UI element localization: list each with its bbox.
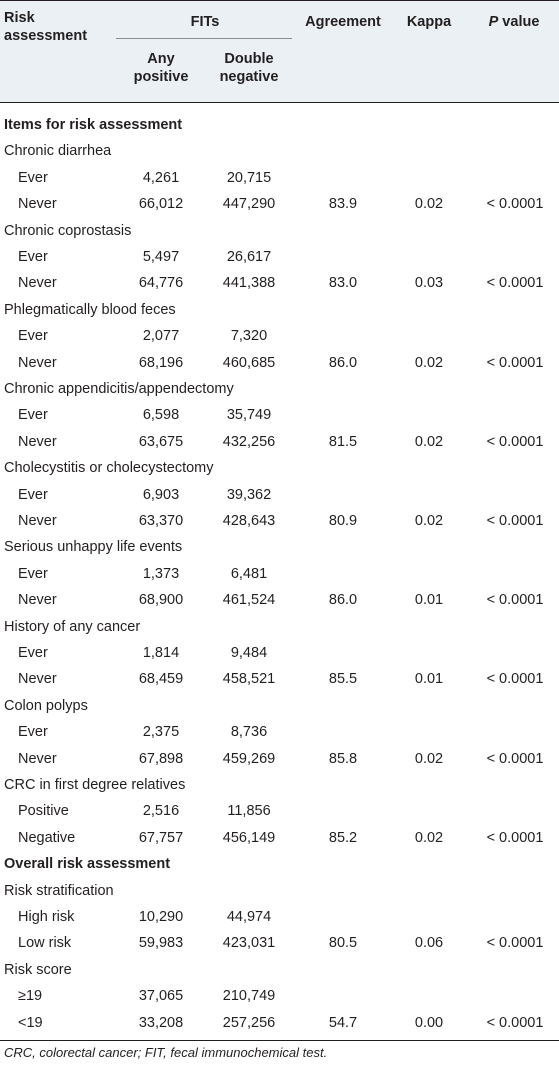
cell-double-negative: 459,269 (222, 750, 276, 767)
group-label: Chronic coprostasis (4, 222, 132, 239)
cell-kappa: 0.06 (414, 935, 444, 952)
row-label: Never (18, 196, 57, 213)
header-agreement: Agreement (305, 14, 381, 30)
cell-any-positive: 63,675 (138, 433, 184, 450)
cell-kappa: 0.02 (414, 196, 444, 213)
row-label: Never (18, 275, 57, 292)
table-row (0, 561, 559, 587)
table-row (0, 587, 559, 613)
cell-double-negative: 9,484 (230, 645, 268, 661)
table-row (0, 350, 559, 376)
cell-double-negative: 456,149 (222, 829, 276, 846)
cell-any-positive: 64,776 (138, 275, 184, 292)
table-row (0, 719, 559, 745)
header-kappa: Kappa (406, 14, 452, 30)
group-row (0, 957, 559, 983)
row-label: Never (18, 592, 57, 609)
table-row (0, 270, 559, 296)
cell-agreement: 86.0 (328, 354, 358, 371)
group-label: Risk stratification (4, 882, 114, 899)
cell-agreement: 85.8 (328, 750, 358, 767)
cell-p-value: < 0.0001 (486, 592, 544, 609)
section-row (0, 112, 559, 138)
cell-any-positive: 33,208 (138, 1014, 184, 1031)
cell-any-positive: 68,196 (138, 354, 184, 371)
cell-any-positive: 67,757 (138, 829, 184, 846)
cell-double-negative: 441,388 (222, 275, 276, 292)
header-fits-group: FITs (190, 14, 220, 30)
section-label: Items for risk assessment (4, 117, 183, 133)
cell-any-positive: 37,065 (138, 988, 184, 1005)
group-label: Serious unhappy life events (4, 539, 183, 556)
header-p-value (472, 13, 556, 31)
table-row (0, 1010, 559, 1036)
cell-any-positive: 5,497 (142, 249, 180, 265)
cell-double-negative: 6,481 (230, 565, 268, 582)
group-row (0, 297, 559, 323)
row-label: Positive (18, 803, 69, 820)
section-row (0, 851, 559, 877)
header-risk-assessment: Risk assessment (4, 10, 88, 44)
row-label: Ever (18, 328, 48, 345)
group-label: Phlegmatically blood feces (4, 301, 176, 318)
cell-double-negative: 26,617 (226, 249, 272, 265)
row-label: High risk (18, 909, 75, 925)
group-row (0, 534, 559, 560)
group-label: Chronic diarrhea (4, 143, 112, 160)
cell-kappa: 0.00 (414, 1014, 444, 1031)
cell-any-positive: 6,598 (142, 407, 180, 424)
cell-agreement: 54.7 (328, 1014, 358, 1031)
row-label: Ever (18, 724, 48, 741)
cell-double-negative: 44,974 (226, 909, 272, 925)
row-label: Ever (18, 565, 48, 582)
cell-any-positive: 1,373 (142, 565, 180, 582)
cell-agreement: 85.5 (328, 671, 358, 688)
cell-p-value: < 0.0001 (486, 354, 544, 371)
table-row (0, 930, 559, 956)
header-bottom-rule (0, 102, 559, 103)
cell-any-positive: 2,077 (142, 328, 180, 345)
group-label: Cholecystitis or cholecystectomy (4, 460, 214, 477)
cell-any-positive: 63,370 (138, 513, 184, 529)
cell-any-positive: 59,983 (138, 935, 184, 952)
cell-any-positive: 1,814 (142, 645, 180, 661)
cell-kappa: 0.01 (414, 592, 444, 609)
cell-any-positive: 2,375 (142, 724, 180, 741)
table-row (0, 402, 559, 428)
row-label: Ever (18, 407, 48, 424)
cell-double-negative: 423,031 (222, 935, 276, 952)
cell-p-value: < 0.0001 (486, 275, 544, 292)
group-row (0, 138, 559, 164)
cell-any-positive: 4,261 (142, 169, 180, 186)
cell-kappa: 0.03 (414, 275, 444, 292)
cell-kappa: 0.02 (414, 513, 444, 529)
cell-kappa: 0.01 (414, 671, 444, 688)
table-row (0, 323, 559, 349)
cell-agreement: 80.5 (328, 935, 358, 952)
group-row (0, 614, 559, 640)
row-label: Negative (18, 829, 76, 846)
group-label: Colon polyps (4, 697, 88, 714)
row-label: Never (18, 750, 57, 767)
cell-agreement: 83.0 (328, 275, 358, 292)
table-row (0, 165, 559, 191)
row-label: Low risk (18, 935, 72, 952)
table-row (0, 983, 559, 1009)
table-row (0, 904, 559, 930)
group-row (0, 693, 559, 719)
section-label: Overall risk assessment (4, 856, 171, 873)
cell-p-value: < 0.0001 (486, 1014, 544, 1031)
group-row (0, 218, 559, 244)
group-row (0, 376, 559, 402)
cell-p-value: < 0.0001 (486, 671, 544, 688)
cell-double-negative: 39,362 (226, 486, 272, 503)
cell-double-negative: 20,715 (226, 169, 272, 186)
cell-p-value: < 0.0001 (486, 829, 544, 846)
cell-p-value: < 0.0001 (486, 513, 544, 529)
table-row (0, 482, 559, 508)
group-label: History of any cancer (4, 618, 141, 635)
table-row (0, 798, 559, 824)
cell-double-negative: 428,643 (222, 513, 276, 529)
header-double-negative: Double negative (219, 51, 279, 85)
row-label: Never (18, 354, 57, 371)
cell-any-positive: 10,290 (138, 909, 184, 925)
cell-agreement: 83.9 (328, 196, 358, 213)
cell-double-negative: 210,749 (222, 988, 276, 1005)
cell-kappa: 0.02 (414, 750, 444, 767)
cell-kappa: 0.02 (414, 829, 444, 846)
cell-p-value: < 0.0001 (486, 196, 544, 213)
table-footnote: CRC, colorectal cancer; FIT, fecal immunochemical test. (4, 1045, 328, 1060)
cell-any-positive: 68,459 (138, 671, 184, 688)
row-label: <19 (18, 1014, 43, 1031)
cell-double-negative: 35,749 (226, 407, 272, 424)
group-label: Risk score (4, 961, 72, 978)
table-bottom-rule (0, 1040, 559, 1041)
row-label: Never (18, 513, 57, 529)
cell-agreement: 85.2 (328, 829, 358, 846)
cell-double-negative: 432,256 (222, 433, 276, 450)
cell-double-negative: 11,856 (227, 803, 271, 820)
cell-double-negative: 460,685 (222, 354, 276, 371)
cell-double-negative: 458,521 (222, 671, 276, 688)
cell-kappa: 0.02 (414, 354, 444, 371)
group-row (0, 878, 559, 904)
header-p-italic: P (488, 14, 499, 30)
group-row (0, 455, 559, 481)
cell-double-negative: 447,290 (222, 196, 276, 213)
cell-kappa: 0.02 (414, 433, 444, 450)
cell-agreement: 86.0 (328, 592, 358, 609)
table-row (0, 746, 559, 772)
cell-p-value: < 0.0001 (486, 433, 544, 450)
row-label: Ever (18, 645, 48, 661)
table-row (0, 508, 559, 534)
cell-any-positive: 67,898 (138, 750, 184, 767)
cell-any-positive: 68,900 (138, 592, 184, 609)
row-label: Ever (18, 249, 48, 265)
table-row (0, 429, 559, 455)
table-row (0, 640, 559, 666)
cell-p-value: < 0.0001 (486, 750, 544, 767)
header-any-positive: Any positive (133, 51, 189, 85)
row-label: ≥19 (18, 988, 43, 1005)
row-label: Ever (18, 169, 48, 186)
cell-p-value: < 0.0001 (486, 935, 544, 952)
group-row (0, 772, 559, 798)
cell-any-positive: 2,516 (142, 803, 180, 820)
group-label: CRC in first degree relatives (4, 777, 186, 793)
table-row (0, 244, 559, 270)
cell-agreement: 81.5 (328, 433, 358, 450)
row-label: Never (18, 433, 57, 450)
cell-double-negative: 461,524 (222, 592, 276, 609)
cell-double-negative: 7,320 (230, 328, 268, 345)
header-fits-rule (116, 38, 292, 39)
cell-double-negative: 257,256 (222, 1014, 276, 1031)
group-label: Chronic appendicitis/appendectomy (4, 381, 234, 397)
cell-any-positive: 6,903 (142, 486, 180, 503)
cell-agreement: 80.9 (328, 513, 358, 529)
row-label: Never (18, 671, 57, 688)
header-p-rest: value (498, 14, 540, 30)
table-row (0, 666, 559, 692)
cell-any-positive: 66,012 (138, 196, 184, 213)
table-row (0, 191, 559, 217)
cell-double-negative: 8,736 (230, 724, 268, 741)
table-row (0, 825, 559, 851)
row-label: Ever (18, 486, 48, 503)
